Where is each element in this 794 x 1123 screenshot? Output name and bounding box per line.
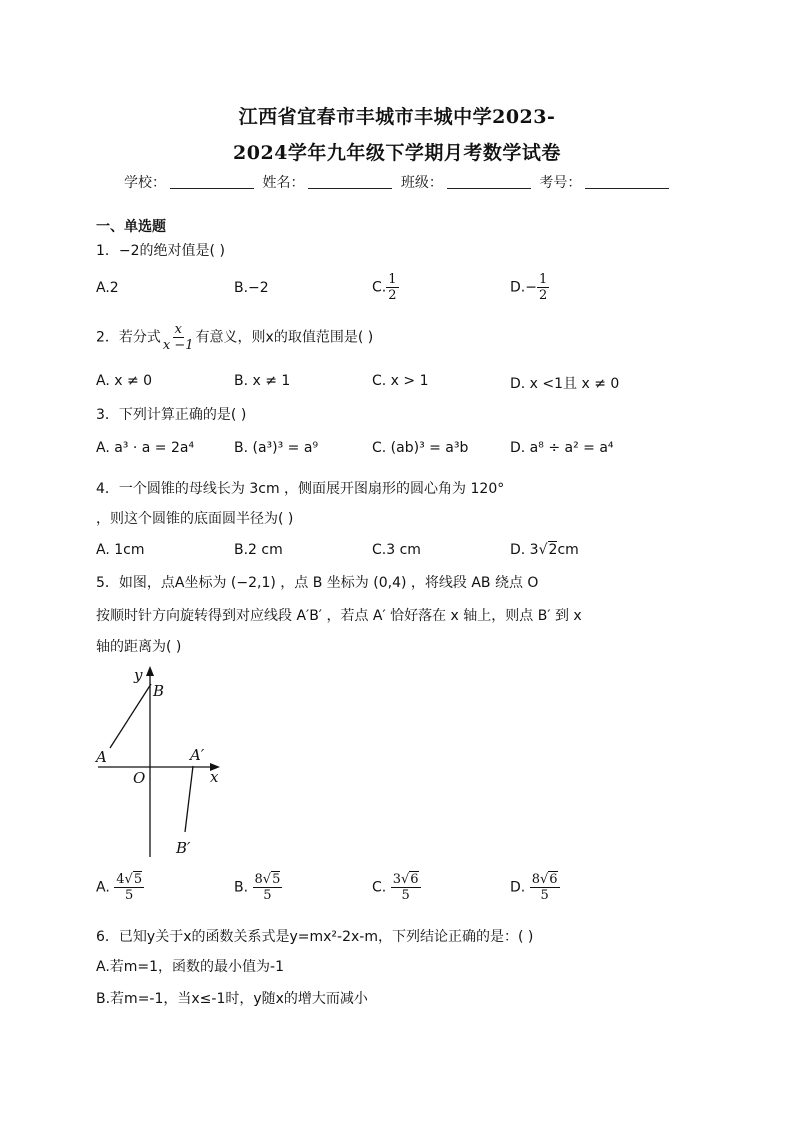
frac-den: 5 [263, 888, 272, 903]
q2-fraction [161, 322, 196, 353]
q1-option-a: A.2 [96, 280, 119, 296]
label-x: x [210, 768, 219, 786]
school-label: 学校： [124, 175, 166, 191]
q4-option-b: B.2 cm [234, 542, 283, 558]
q5-option-b-fraction [253, 872, 283, 903]
q5-option-a-fraction [114, 872, 144, 903]
q2-options [96, 373, 656, 393]
q5-option-c [372, 872, 421, 903]
exam-title-line1: 江西省宜春市丰城市丰城中学2023- [238, 106, 556, 128]
q4-option-d-radicand: 2 [548, 542, 558, 558]
q6-option-a: A.若m=1，函数的最小值为-1 [96, 959, 285, 975]
q3-options [96, 440, 656, 460]
q3-option-b: B. (a³)³ = a⁹ [234, 440, 319, 456]
q4-option-d-coef: D. 3 [510, 542, 539, 558]
frac-den: 5 [401, 888, 410, 903]
q4-option-d: D. 3√2cm [510, 542, 579, 558]
frac-num: x [174, 322, 182, 337]
q6-option-b: B.若m=-1，当x≤-1时，y随x的增大而减小 [96, 991, 368, 1007]
frac-num: 1 [388, 272, 397, 287]
q2-option-a: A. x ≠ 0 [96, 373, 153, 389]
q4-option-c: C.3 cm [372, 542, 421, 558]
q5-option-c-fraction [391, 872, 421, 903]
frac-den: 5 [125, 888, 134, 903]
q5-option-d-fraction [530, 872, 560, 903]
q4-options [96, 542, 656, 562]
y-axis-arrow [146, 666, 154, 676]
q5-option-d-letter: D. [510, 879, 526, 896]
q5-line3: 轴的距离为( ) [96, 639, 182, 655]
frac-num: 3√6 [392, 872, 419, 887]
school-blank[interactable] [170, 174, 254, 189]
frac-den: 2 [388, 288, 397, 303]
q2-option-c: C. x > 1 [372, 373, 429, 389]
q3-option-a: A. a³ · a = 2a⁴ [96, 440, 195, 456]
radicand: 6 [549, 872, 558, 887]
q3-option-c: C. (ab)³ = a³b [372, 440, 469, 456]
frac-den: 2 [538, 288, 548, 303]
q5-options [96, 872, 656, 916]
class-label: 班级： [400, 175, 443, 191]
q5-line1: 5．如图，点A坐标为 (−2,1) ，点 B 坐标为 (0,4) ，将线段 AB 绕点 O [96, 575, 539, 591]
q1-option-d-fraction [537, 272, 549, 303]
label-b: B [153, 682, 165, 700]
q1-options [96, 272, 656, 312]
label-a-prime: A′ [190, 746, 205, 764]
q5-line2: 按顺时针方向旋转得到对应线段 A′B′ ，若点 A′ 恰好落在 x 轴上，则点 B′ 到 x [96, 608, 582, 624]
q4-option-d-unit: cm [557, 542, 579, 558]
frac-den: x −1 [162, 338, 194, 353]
exam-number-label: 考号： [539, 175, 582, 191]
q5-option-c-letter: C. [372, 879, 387, 896]
q5-option-a [96, 872, 144, 903]
q5-option-b-letter: B. [234, 879, 249, 896]
q5-coordinate-figure [90, 662, 230, 862]
name-label: 姓名： [262, 175, 305, 191]
q1-option-d [510, 272, 549, 303]
q5-option-a-letter: A. [96, 879, 110, 896]
frac-den: 5 [540, 888, 549, 903]
q2-stem [96, 322, 373, 353]
q4-option-a: A. 1cm [96, 542, 145, 558]
class-blank[interactable] [447, 174, 531, 189]
q4-line2: ，则这个圆锥的底面圆半径为( ) [96, 511, 294, 527]
q3-option-d: D. a⁸ ÷ a² = a⁴ [510, 440, 614, 456]
radicand: 6 [410, 872, 419, 887]
q2-rest: 有意义，则x的取值范围是( ) [195, 329, 374, 346]
student-info-row [124, 172, 673, 192]
frac-num: 4√5 [116, 872, 143, 887]
q2-option-d: D. x <1且 x ≠ 0 [510, 376, 620, 392]
name-blank[interactable] [308, 174, 392, 189]
q6-stem: 6．已知y关于x的函数关系式是y=mx²-2x-m，下列结论正确的是：( ) [96, 929, 534, 945]
section-heading: 一、单选题 [96, 219, 166, 235]
label-a: A [96, 748, 107, 766]
coef: 8 [531, 872, 540, 887]
exam-title-line2: 2024学年九年级下学期月考数学试卷 [233, 142, 561, 164]
label-b-prime: B′ [176, 839, 191, 857]
coef: 8 [254, 872, 263, 887]
radicand: 5 [272, 872, 281, 887]
coef: 3 [392, 872, 401, 887]
segment-ab [110, 684, 151, 748]
q1-option-b: B.−2 [234, 280, 269, 296]
q3-stem: 3．下列计算正确的是( ) [96, 407, 247, 423]
q1-option-c-letter: C. [372, 279, 387, 296]
q5-option-b [234, 872, 282, 903]
frac-num: 8√6 [531, 872, 558, 887]
frac-num: 1 [538, 272, 548, 287]
radicand: 5 [133, 872, 143, 887]
q5-option-d [510, 872, 560, 903]
coef: 4 [116, 872, 125, 887]
label-y: y [134, 666, 143, 684]
label-o: O [133, 769, 146, 787]
q2-option-b: B. x ≠ 1 [234, 373, 291, 389]
segment-a-prime-b-prime [185, 766, 193, 832]
frac-num: 8√5 [254, 872, 281, 887]
q1-option-c-fraction [386, 272, 398, 303]
exam-number-blank[interactable] [585, 174, 669, 189]
q1-option-c [372, 272, 399, 303]
q2-number: 2．若分式 [96, 329, 161, 346]
q4-line1: 4．一个圆锥的母线长为 3cm ，侧面展开图扇形的圆心角为 120° [96, 481, 505, 497]
q1-option-d-letter: D.− [510, 279, 537, 296]
q1-stem: 1．−2的绝对值是( ) [96, 243, 225, 259]
